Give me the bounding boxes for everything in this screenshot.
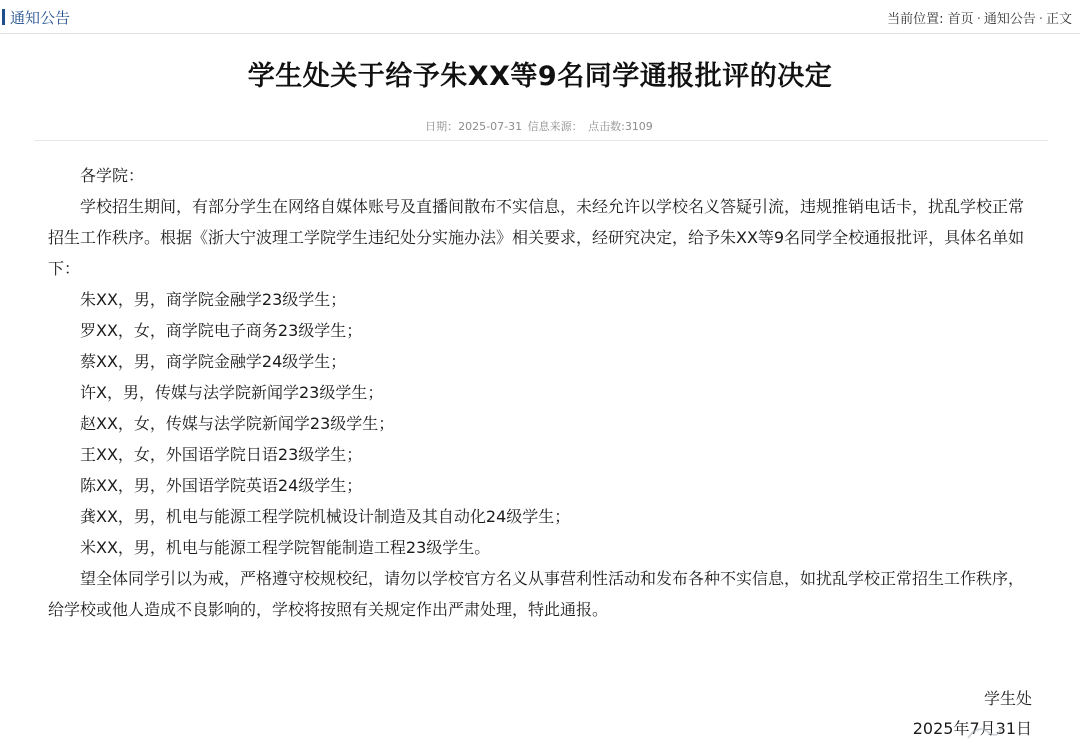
- name-list-item: 蔡XX，男，商学院金融学24级学生；: [80, 352, 347, 371]
- salutation: 各学院：: [80, 166, 145, 185]
- top-bar: [0, 0, 1080, 34]
- divider: [34, 140, 1048, 141]
- name-list-item: 赵XX，女，传媒与法学院新闻学23级学生；: [80, 414, 395, 433]
- name-list-item: 王XX，女，外国语学院日语23级学生；: [80, 445, 363, 464]
- meta-date: 日期：2025-07-31: [425, 120, 523, 133]
- article-body: [48, 160, 1038, 625]
- breadcrumb-prefix: 当前位置:: [887, 12, 944, 27]
- name-list-item: 陈XX，男，外国语学院英语24级学生；: [80, 476, 363, 495]
- section-title: 通知公告: [10, 9, 71, 27]
- signature: 学生处: [983, 689, 1032, 708]
- watermark-logo: [964, 720, 1074, 744]
- name-list-item: 许X，男，传媒与法学院新闻学23级学生；: [80, 383, 384, 402]
- intro-paragraph: 学校招生期间，有部分学生在网络自媒体账号及直播间散布不实信息，未经允许以学校名义答疑引流，违规推销电话卡，扰乱学校正常招生工作秩序。根据《浙大宁波理工学院学生违纪处分实施办法》相关要求，经研究决定，给予朱XX等9名同学全校通报批评，具体名单如下：: [48, 197, 1025, 278]
- name-list-item: 罗XX，女，商学院电子商务23级学生；: [80, 321, 363, 340]
- breadcrumb: [887, 8, 1072, 27]
- article-meta: [0, 118, 1080, 134]
- article-title: 学生处关于给予朱XX等9名同学通报批评的决定: [247, 61, 833, 92]
- name-list-item: 米XX，男，机电与能源工程学院智能制造工程23级学生。: [80, 538, 491, 557]
- breadcrumb-current: 正文: [1045, 12, 1072, 27]
- meta-clicks: 点击数:3109: [588, 120, 653, 133]
- watermark-icon: [964, 720, 1004, 744]
- breadcrumb-home-link[interactable]: 首页: [947, 12, 974, 27]
- breadcrumb-separator: ·: [1038, 12, 1043, 27]
- section-marker: [2, 9, 5, 25]
- closing-paragraph: 望全体同学引以为戒，严格遵守校规校纪，请勿以学校官方名义从事营利性活动和发布各种不实信息，如扰乱学校正常招生工作秩序，给学校或他人造成不良影响的，学校将按照有关规定作出严肃处理，特此通报。: [48, 569, 1025, 619]
- sign-date: 2025年7月31日: [912, 719, 1032, 738]
- meta-source: 信息来源：: [527, 120, 583, 133]
- name-list-item: 龚XX，男，机电与能源工程学院机械设计制造及其自动化24级学生；: [80, 507, 571, 526]
- name-list-item: 朱XX，男，商学院金融学23级学生；: [80, 290, 347, 309]
- breadcrumb-separator: ·: [976, 12, 981, 27]
- breadcrumb-notices-link[interactable]: 通知公告: [983, 12, 1036, 27]
